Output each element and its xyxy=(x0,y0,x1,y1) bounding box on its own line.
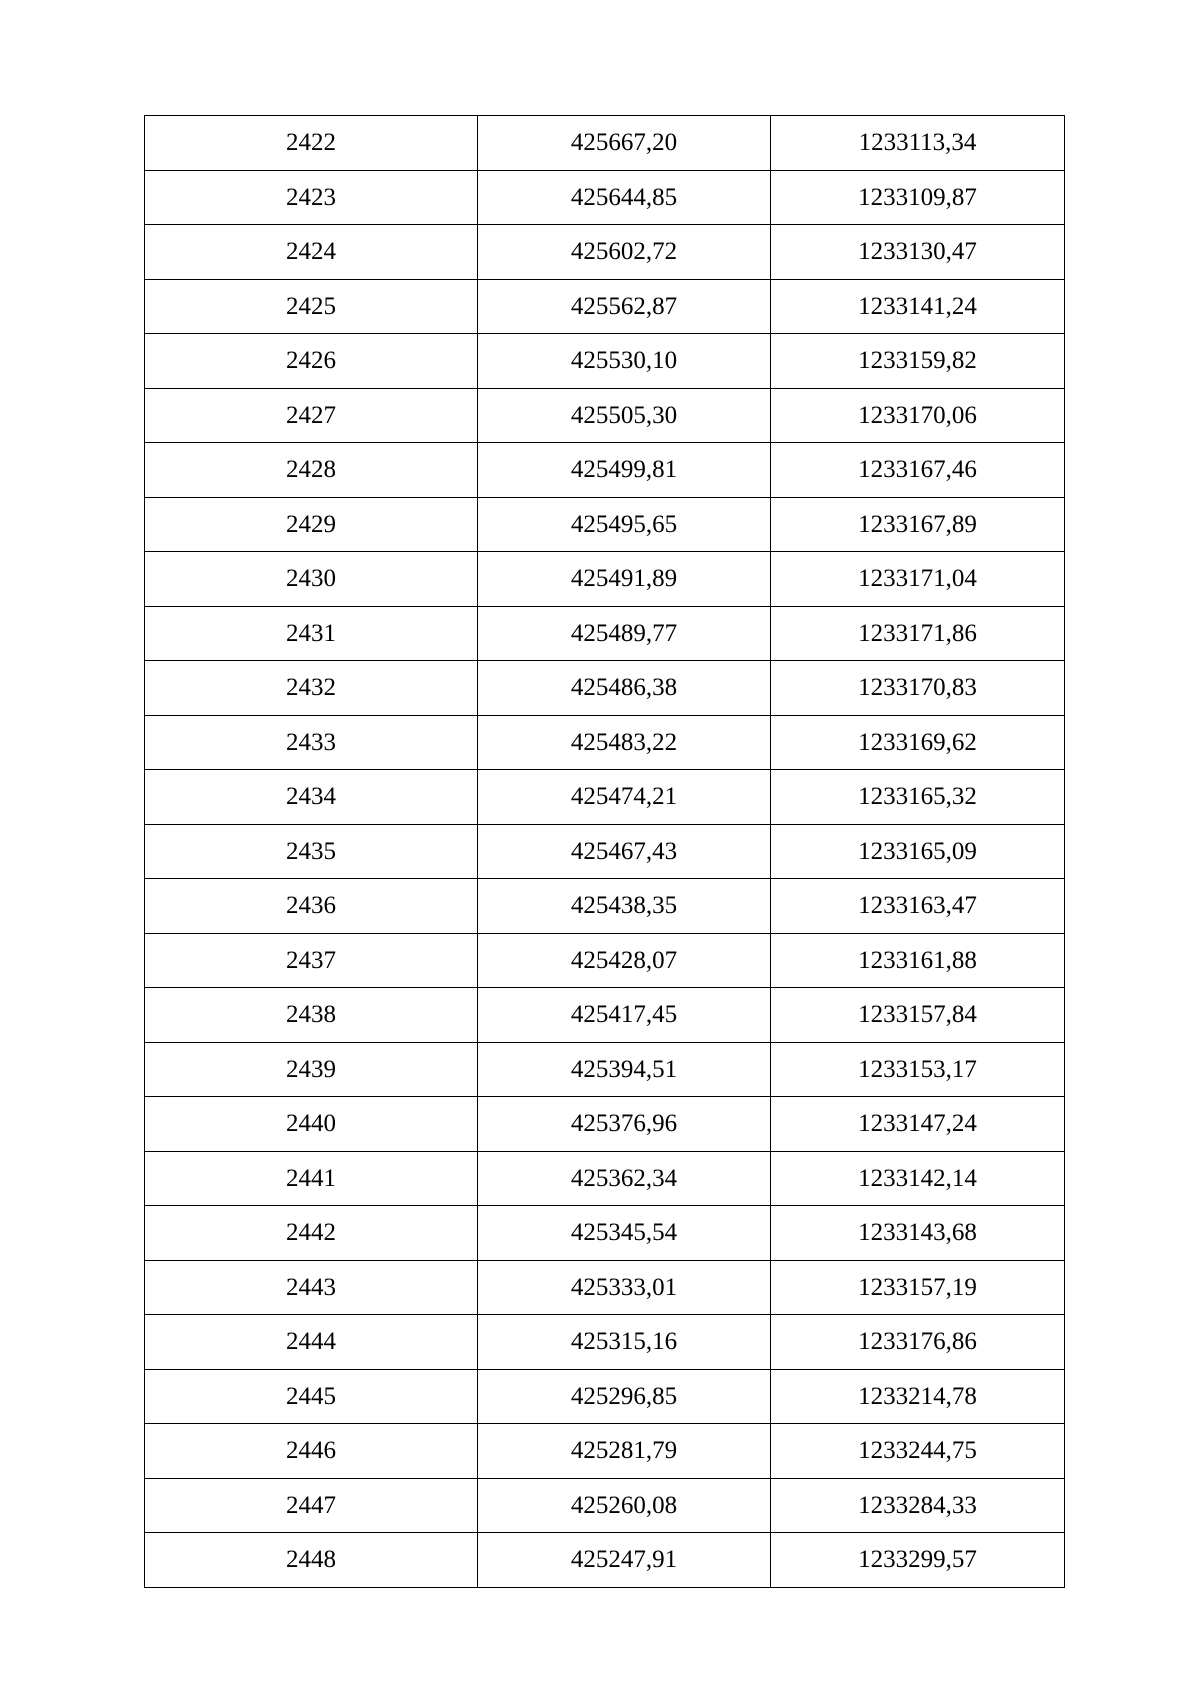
x-coordinate-cell: 425667,20 xyxy=(478,116,771,171)
table-row xyxy=(145,1424,1065,1479)
point-number-cell: 2433 xyxy=(145,715,478,770)
point-number-cell: 2428 xyxy=(145,443,478,498)
y-coordinate-cell: 1233171,04 xyxy=(771,552,1065,607)
x-coordinate-cell: 425562,87 xyxy=(478,279,771,334)
point-number-cell: 2431 xyxy=(145,606,478,661)
y-coordinate-cell: 1233214,78 xyxy=(771,1369,1065,1424)
table-row xyxy=(145,388,1065,443)
x-coordinate-cell: 425491,89 xyxy=(478,552,771,607)
table-row xyxy=(145,552,1065,607)
y-coordinate-cell: 1233167,46 xyxy=(771,443,1065,498)
point-number-cell: 2444 xyxy=(145,1315,478,1370)
x-coordinate-cell: 425486,38 xyxy=(478,661,771,716)
point-number-cell: 2435 xyxy=(145,824,478,879)
x-coordinate-cell: 425495,65 xyxy=(478,497,771,552)
table-row xyxy=(145,933,1065,988)
point-number-cell: 2430 xyxy=(145,552,478,607)
point-number-cell: 2447 xyxy=(145,1478,478,1533)
x-coordinate-cell: 425394,51 xyxy=(478,1042,771,1097)
y-coordinate-cell: 1233299,57 xyxy=(771,1533,1065,1588)
table-row xyxy=(145,1097,1065,1152)
point-number-cell: 2443 xyxy=(145,1260,478,1315)
table-row xyxy=(145,443,1065,498)
x-coordinate-cell: 425296,85 xyxy=(478,1369,771,1424)
table-row xyxy=(145,1260,1065,1315)
x-coordinate-cell: 425281,79 xyxy=(478,1424,771,1479)
x-coordinate-cell: 425438,35 xyxy=(478,879,771,934)
point-number-cell: 2426 xyxy=(145,334,478,389)
y-coordinate-cell: 1233157,19 xyxy=(771,1260,1065,1315)
point-number-cell: 2423 xyxy=(145,170,478,225)
y-coordinate-cell: 1233130,47 xyxy=(771,225,1065,280)
x-coordinate-cell: 425505,30 xyxy=(478,388,771,443)
x-coordinate-cell: 425333,01 xyxy=(478,1260,771,1315)
table-row xyxy=(145,988,1065,1043)
point-number-cell: 2422 xyxy=(145,116,478,171)
coordinates-table-body xyxy=(145,116,1065,1588)
point-number-cell: 2445 xyxy=(145,1369,478,1424)
table-row xyxy=(145,1151,1065,1206)
y-coordinate-cell: 1233244,75 xyxy=(771,1424,1065,1479)
table-row xyxy=(145,225,1065,280)
y-coordinate-cell: 1233169,62 xyxy=(771,715,1065,770)
table-row xyxy=(145,1478,1065,1533)
point-number-cell: 2441 xyxy=(145,1151,478,1206)
point-number-cell: 2432 xyxy=(145,661,478,716)
y-coordinate-cell: 1233161,88 xyxy=(771,933,1065,988)
x-coordinate-cell: 425467,43 xyxy=(478,824,771,879)
y-coordinate-cell: 1233176,86 xyxy=(771,1315,1065,1370)
y-coordinate-cell: 1233113,34 xyxy=(771,116,1065,171)
point-number-cell: 2440 xyxy=(145,1097,478,1152)
table-row xyxy=(145,279,1065,334)
y-coordinate-cell: 1233165,32 xyxy=(771,770,1065,825)
y-coordinate-cell: 1233170,06 xyxy=(771,388,1065,443)
point-number-cell: 2442 xyxy=(145,1206,478,1261)
y-coordinate-cell: 1233163,47 xyxy=(771,879,1065,934)
point-number-cell: 2448 xyxy=(145,1533,478,1588)
y-coordinate-cell: 1233165,09 xyxy=(771,824,1065,879)
point-number-cell: 2424 xyxy=(145,225,478,280)
table-row xyxy=(145,770,1065,825)
table-row xyxy=(145,1369,1065,1424)
x-coordinate-cell: 425315,16 xyxy=(478,1315,771,1370)
x-coordinate-cell: 425376,96 xyxy=(478,1097,771,1152)
point-number-cell: 2437 xyxy=(145,933,478,988)
coordinates-table xyxy=(144,115,1065,1588)
y-coordinate-cell: 1233142,14 xyxy=(771,1151,1065,1206)
x-coordinate-cell: 425489,77 xyxy=(478,606,771,661)
y-coordinate-cell: 1233167,89 xyxy=(771,497,1065,552)
point-number-cell: 2436 xyxy=(145,879,478,934)
x-coordinate-cell: 425417,45 xyxy=(478,988,771,1043)
point-number-cell: 2434 xyxy=(145,770,478,825)
point-number-cell: 2446 xyxy=(145,1424,478,1479)
y-coordinate-cell: 1233147,24 xyxy=(771,1097,1065,1152)
table-row xyxy=(145,715,1065,770)
point-number-cell: 2425 xyxy=(145,279,478,334)
x-coordinate-cell: 425530,10 xyxy=(478,334,771,389)
table-row xyxy=(145,1533,1065,1588)
y-coordinate-cell: 1233143,68 xyxy=(771,1206,1065,1261)
x-coordinate-cell: 425362,34 xyxy=(478,1151,771,1206)
table-row xyxy=(145,1042,1065,1097)
y-coordinate-cell: 1233109,87 xyxy=(771,170,1065,225)
y-coordinate-cell: 1233170,83 xyxy=(771,661,1065,716)
y-coordinate-cell: 1233159,82 xyxy=(771,334,1065,389)
table-row xyxy=(145,661,1065,716)
table-row xyxy=(145,606,1065,661)
table-row xyxy=(145,497,1065,552)
y-coordinate-cell: 1233157,84 xyxy=(771,988,1065,1043)
x-coordinate-cell: 425644,85 xyxy=(478,170,771,225)
x-coordinate-cell: 425602,72 xyxy=(478,225,771,280)
x-coordinate-cell: 425499,81 xyxy=(478,443,771,498)
x-coordinate-cell: 425345,54 xyxy=(478,1206,771,1261)
y-coordinate-cell: 1233153,17 xyxy=(771,1042,1065,1097)
table-row xyxy=(145,334,1065,389)
y-coordinate-cell: 1233284,33 xyxy=(771,1478,1065,1533)
x-coordinate-cell: 425483,22 xyxy=(478,715,771,770)
table-row xyxy=(145,170,1065,225)
x-coordinate-cell: 425428,07 xyxy=(478,933,771,988)
y-coordinate-cell: 1233171,86 xyxy=(771,606,1065,661)
table-row xyxy=(145,116,1065,171)
table-row xyxy=(145,879,1065,934)
point-number-cell: 2438 xyxy=(145,988,478,1043)
y-coordinate-cell: 1233141,24 xyxy=(771,279,1065,334)
table-row xyxy=(145,1206,1065,1261)
point-number-cell: 2439 xyxy=(145,1042,478,1097)
table-row xyxy=(145,1315,1065,1370)
x-coordinate-cell: 425260,08 xyxy=(478,1478,771,1533)
x-coordinate-cell: 425474,21 xyxy=(478,770,771,825)
x-coordinate-cell: 425247,91 xyxy=(478,1533,771,1588)
point-number-cell: 2427 xyxy=(145,388,478,443)
table-row xyxy=(145,824,1065,879)
point-number-cell: 2429 xyxy=(145,497,478,552)
